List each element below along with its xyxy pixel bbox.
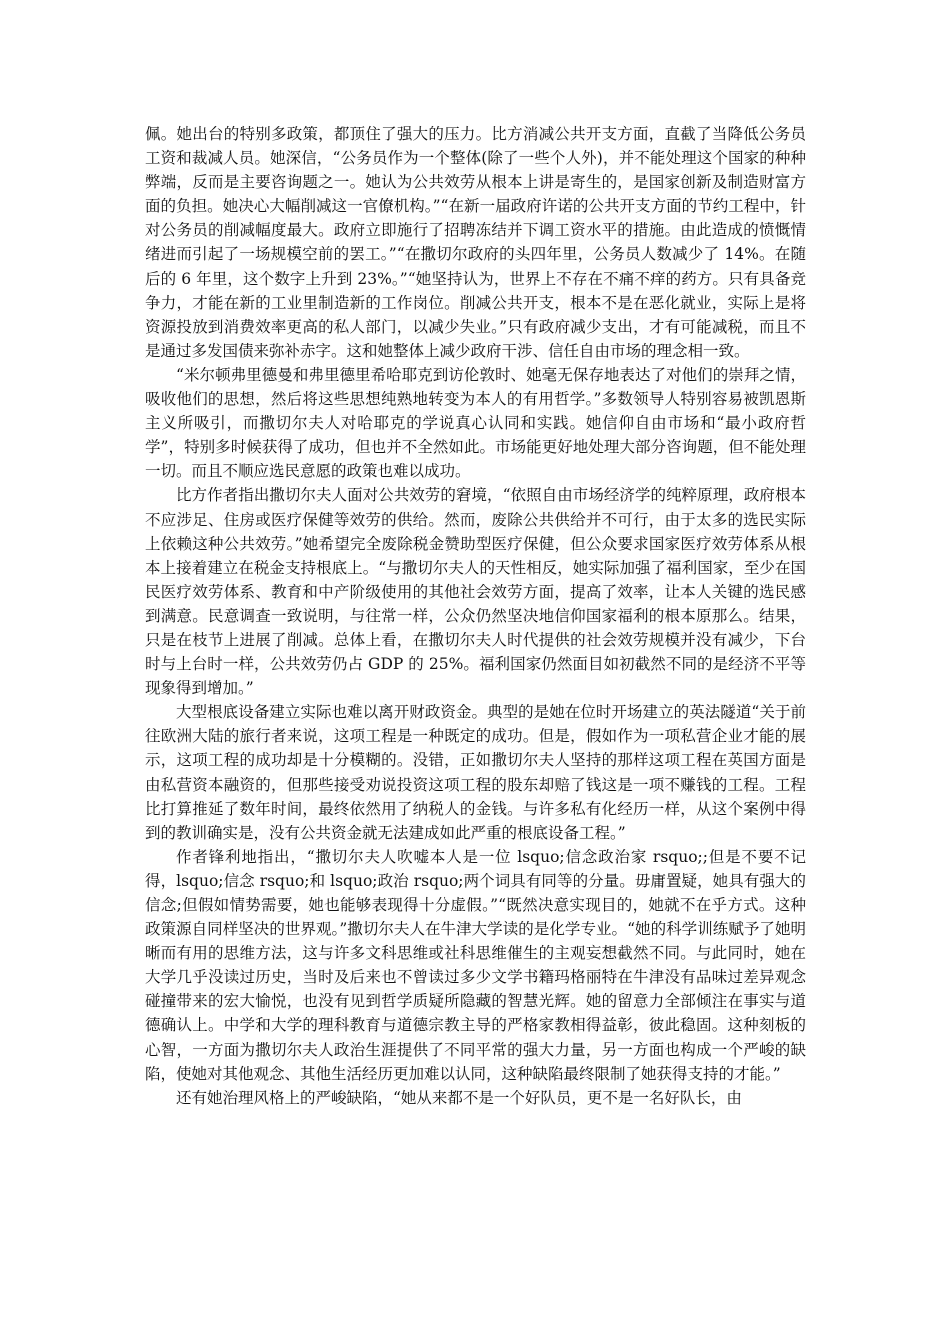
paragraph-6: 还有她治理风格上的严峻缺陷，“她从来都不是一个好队员，更不是一名好队长，由 xyxy=(176,1088,742,1107)
document-page xyxy=(145,122,806,1110)
paragraph-2: “米尔顿弗里德曼和弗里德里希哈耶克到访伦敦时、她毫无保存地表达了对他们的崇拜之情，吸收他们的思想，然后将这些思想纯熟地转变为本人的有用哲学。”多数领导人特别容易被凯恩斯主义所吸引，而撒切尔夫人对哈耶克的学说真心认同和实践。她信仰自由市场和“最小政府哲学”，特别多时候获得了成功，但也并不全然如此。市场能更好地处理大部分咨询题，但不能处理一切。而且不顺应选民意愿的政策也难以成功。 xyxy=(145,365,806,481)
paragraph-4: 大型根底设备建立实际也难以离开财政资金。典型的是她在位时开场建立的英法隧道“关于前往欧洲大陆的旅行者来说，这项工程是一种既定的成功。但是，假如作为一项私营企业才能的展示，这项工程的成功却是十分模糊的。没错，正如撒切尔夫人坚持的那样这项工程在英国方面是由私营资本融资的，但那些接受劝说投资这项工程的股东却赔了钱这是一项不赚钱的工程。工程比打算推延了数年时间，最终依然用了纳税人的金钱。与许多私有化经历一样，从这个案例中得到的教训确实是，没有公共资金就无法建成如此严重的根底设备工程。” xyxy=(145,703,806,842)
paragraph-5: 作者锋利地指出，“撒切尔夫人吹嘘本人是一位 lsquo;信念政治家 rsquo;;但是不要不记得，lsquo;信念 rsquo;和 lsquo;政治 rsquo;两个词具有同等的分量。毋庸置疑，她具有强大的信念;但假如情势需要，她也能够表现得十分虚假。”“既然决意实现目的，她就不在乎方式。这种政策源自同样坚决的世界观。”撒切尔夫人在牛津大学读的是化学专业。“她的科学训练赋予了她明晰而有用的思维方法，这与许多文科思维或社科思维催生的主观妄想截然不同。与此同时，她在大学几乎没读过历史，当时及后来也不曾读过多少文学书籍玛格丽特在牛津没有品味过差异观念碰撞带来的宏大愉悦，也没有见到哲学质疑所隐藏的智慧光辉。她的留意力全部倾注在事实与道德确认上。中学和大学的理科教育与道德宗教主导的严格家教相得益彰，彼此稳固。这种刻板的心智，一方面为撒切尔夫人政治生涯提供了不同平常的强大力量，另一方面也构成一个严峻的缺陷，使她对其他观念、其他生活经历更加难以认同，这种缺陷最终限制了她获得支持的才能。” xyxy=(145,847,806,1083)
paragraph-1: 佩。她出台的特别多政策，都顶住了强大的压力。比方消减公共开支方面，直截了当降低公务员工资和裁减人员。她深信，“公务员作为一个整体(除了一些个人外)，并不能处理这个国家的种种弊端，反而是主要咨询题之一。她认为公共效劳从根本上讲是寄生的，是国家创新及制造财富方面的负担。她决心大幅削减这一官僚机构。”“在新一届政府许诺的公共开支方面的节约工程中，针对公务员的削减幅度最大。政府立即施行了招聘冻结并下调工资水平的措施。由此造成的愤慨情绪进而引起了一场规模空前的罢工。”“在撒切尔政府的头四年里，公务员人数减少了 14%。在随后的 6 年里，这个数字上升到 23%。”“她坚持认为，世界上不存在不痛不痒的药方。只有具备竞争力，才能在新的工业里制造新的工作岗位。削减公共开支，根本不是在恶化就业，实际上是将资源投放到消费效率更高的私人部门，以减少失业。”只有政府减少支出，才有可能减税，而且不是通过多发国债来弥补赤字。这和她整体上减少政府干涉、信任自由市场的理念相一致。 xyxy=(145,125,806,360)
paragraph-3: 比方作者指出撒切尔夫人面对公共效劳的窘境，“依照自由市场经济学的纯粹原理，政府根本不应涉足、住房或医疗保健等效劳的供给。然而，废除公共供给并不可行，由于太多的选民实际上依赖这种公共效劳。”她希望完全废除税金赞助型医疗保健，但公众要求国家医疗效劳体系从根本上接着建立在税金支持根底上。“与撒切尔夫人的天性相反，她实际加强了福利国家，至少在国民医疗效劳体系、教育和中产阶级使用的其他社会效劳方面，提高了效率，让本人关键的选民感到满意。民意调查一致说明，与往常一样，公众仍然坚决地信仰国家福利的根本原那么。结果，只是在枝节上进展了削减。总体上看，在撒切尔夫人时代提供的社会效劳规模并没有减少，下台时与上台时一样，公共效劳仍占 GDP 的 25%。福利国家仍然面目如初截然不同的是经济不平等现象得到增加。” xyxy=(145,486,806,698)
